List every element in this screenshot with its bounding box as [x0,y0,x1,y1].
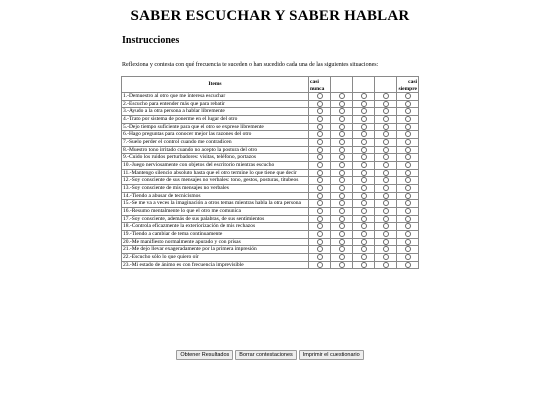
radio-option-4[interactable] [383,193,389,199]
header-empty [353,77,375,93]
option-cell [331,208,353,216]
radio-option-3[interactable] [361,147,367,153]
radio-option-4[interactable] [383,108,389,114]
radio-option-1[interactable] [317,223,323,229]
option-cell [375,146,397,154]
option-cell [331,238,353,246]
option-cell [375,223,397,231]
radio-option-2[interactable] [339,177,345,183]
option-cell [375,254,397,262]
option-cell [331,108,353,116]
option-cell [309,238,331,246]
option-cell [397,246,419,254]
table-row [122,177,419,185]
radio-option-3[interactable] [361,262,367,268]
table-row [122,192,419,200]
radio-option-5[interactable] [405,131,411,137]
table-row [122,200,419,208]
radio-option-4[interactable] [383,116,389,122]
radio-option-2[interactable] [339,231,345,237]
radio-option-2[interactable] [339,101,345,107]
radio-option-4[interactable] [383,170,389,176]
option-cell [397,238,419,246]
option-cell [331,215,353,223]
radio-option-4[interactable] [383,162,389,168]
option-cell [331,169,353,177]
option-cell [397,215,419,223]
radio-option-2[interactable] [339,108,345,114]
radio-option-5[interactable] [405,124,411,130]
radio-option-3[interactable] [361,239,367,245]
item-text: 11.-Mantengo silencio absoluto hasta que el otro termine lo que tiene que decir [122,169,309,177]
radio-option-1[interactable] [317,216,323,222]
option-cell [309,123,331,131]
table-row [122,254,419,262]
table-row [122,261,419,269]
option-cell [309,131,331,139]
radio-option-5[interactable] [405,185,411,191]
table-row [122,139,419,147]
radio-option-3[interactable] [361,93,367,99]
option-cell [353,131,375,139]
radio-option-4[interactable] [383,223,389,229]
option-cell [309,223,331,231]
radio-option-5[interactable] [405,254,411,260]
header-casi-nunca: casi nunca [309,77,331,93]
radio-option-3[interactable] [361,216,367,222]
table-row [122,162,419,170]
radio-option-2[interactable] [339,254,345,260]
clear-answers-button[interactable]: Borrar contestaciones [235,350,297,360]
option-cell [375,131,397,139]
item-text: 13.-Soy consciente de mis mensajes no verbales [122,185,309,193]
radio-option-1[interactable] [317,254,323,260]
radio-option-3[interactable] [361,170,367,176]
option-cell [397,162,419,170]
option-cell [331,200,353,208]
radio-option-2[interactable] [339,216,345,222]
item-text: 7.-Suelo perder el control cuando me contradicen [122,139,309,147]
option-cell [309,254,331,262]
radio-option-2[interactable] [339,193,345,199]
radio-option-4[interactable] [383,177,389,183]
item-text: 4.-Trato por sistema de ponerme en el lugar del otro [122,116,309,124]
radio-option-2[interactable] [339,185,345,191]
radio-option-5[interactable] [405,101,411,107]
option-cell [375,261,397,269]
header-empty [331,77,353,93]
item-text: 14.-Tiendo a abusar de tecnicismos [122,192,309,200]
radio-option-3[interactable] [361,139,367,145]
option-cell [375,139,397,147]
questionnaire-rows [122,93,419,269]
get-results-button[interactable]: Obtener Resultados [176,350,233,360]
option-cell [375,238,397,246]
table-row [122,215,419,223]
radio-option-5[interactable] [405,116,411,122]
radio-option-3[interactable] [361,131,367,137]
table-row [122,154,419,162]
option-cell [331,261,353,269]
radio-option-1[interactable] [317,101,323,107]
radio-option-1[interactable] [317,246,323,252]
option-cell [331,100,353,108]
item-text: 12.-Soy consciente de sus mensajes no verbales: tono, gestos, posturas, titubeos [122,177,309,185]
table-row [122,100,419,108]
radio-option-5[interactable] [405,262,411,268]
radio-option-1[interactable] [317,116,323,122]
radio-option-3[interactable] [361,208,367,214]
item-text: 15.-Se me va a veces la imaginación a otros temas mientras habla la otra persona [122,200,309,208]
radio-option-4[interactable] [383,254,389,260]
option-cell [309,154,331,162]
option-cell [309,261,331,269]
radio-option-4[interactable] [383,246,389,252]
radio-option-1[interactable] [317,131,323,137]
option-cell [397,100,419,108]
item-text: 16.-Resumo mentalmente lo que el otro me comunica [122,208,309,216]
radio-option-2[interactable] [339,170,345,176]
item-text: 9.-Cuido los ruidos perturbadores: visitas, teléfono, portazos [122,154,309,162]
option-cell [375,215,397,223]
option-cell [353,116,375,124]
option-cell [309,146,331,154]
radio-option-1[interactable] [317,170,323,176]
radio-option-4[interactable] [383,147,389,153]
table-row [122,93,419,101]
option-cell [353,100,375,108]
option-cell [375,108,397,116]
option-cell [397,154,419,162]
option-cell [353,254,375,262]
option-cell [397,139,419,147]
item-text: 10.-Juego nerviosamente con objetos del escritorio mientras escucho [122,162,309,170]
option-cell [309,139,331,147]
table-row [122,146,419,154]
option-cell [331,139,353,147]
option-cell [353,215,375,223]
option-cell [331,177,353,185]
radio-option-4[interactable] [383,139,389,145]
item-text: 19.-Tiendo a cambiar de tema continuamente [122,231,309,239]
option-cell [375,192,397,200]
radio-option-4[interactable] [383,124,389,130]
radio-option-5[interactable] [405,246,411,252]
radio-option-3[interactable] [361,254,367,260]
option-cell [397,261,419,269]
radio-option-1[interactable] [317,139,323,145]
radio-option-1[interactable] [317,93,323,99]
radio-option-3[interactable] [361,162,367,168]
print-questionnaire-button[interactable]: Imprimir el cuestionario [299,350,364,360]
radio-option-2[interactable] [339,116,345,122]
option-cell [353,238,375,246]
option-cell [353,261,375,269]
table-row [122,169,419,177]
option-cell [375,169,397,177]
radio-option-1[interactable] [317,231,323,237]
item-text: 2.-Escucho para entender más que para rebatir [122,100,309,108]
option-cell [397,185,419,193]
option-cell [331,116,353,124]
option-cell [309,100,331,108]
radio-option-2[interactable] [339,139,345,145]
item-text: 5.-Dejo tiempo suficiente para que el otro se exprese libremente [122,123,309,131]
radio-option-5[interactable] [405,177,411,183]
radio-option-1[interactable] [317,124,323,130]
table-row [122,185,419,193]
item-text: 17.-Soy consciente, además de sus palabras, de sus sentimientos [122,215,309,223]
radio-option-1[interactable] [317,162,323,168]
option-cell [309,192,331,200]
table-row [122,246,419,254]
option-cell [331,231,353,239]
radio-option-5[interactable] [405,216,411,222]
radio-option-4[interactable] [383,239,389,245]
table-row [122,208,419,216]
option-cell [331,192,353,200]
option-cell [331,131,353,139]
radio-option-5[interactable] [405,108,411,114]
option-cell [309,200,331,208]
radio-option-4[interactable] [383,200,389,206]
item-text: 1.-Demuestro al otro que me interesa escuchar [122,93,309,101]
option-cell [309,177,331,185]
radio-option-4[interactable] [383,131,389,137]
radio-option-2[interactable] [339,131,345,137]
radio-option-2[interactable] [339,262,345,268]
radio-option-3[interactable] [361,185,367,191]
option-cell [397,200,419,208]
questionnaire-table [121,76,419,269]
radio-option-4[interactable] [383,216,389,222]
button-bar [0,350,540,360]
radio-option-1[interactable] [317,239,323,245]
radio-option-5[interactable] [405,239,411,245]
radio-option-3[interactable] [361,101,367,107]
radio-option-1[interactable] [317,177,323,183]
radio-option-1[interactable] [317,147,323,153]
radio-option-2[interactable] [339,147,345,153]
radio-option-1[interactable] [317,185,323,191]
radio-option-5[interactable] [405,154,411,160]
radio-option-2[interactable] [339,93,345,99]
option-cell [353,200,375,208]
option-cell [353,123,375,131]
radio-option-3[interactable] [361,177,367,183]
option-cell [397,123,419,131]
option-cell [331,93,353,101]
item-text: 21.-Me dejo llevar exageradamente por la primera impresión [122,246,309,254]
radio-option-5[interactable] [405,200,411,206]
radio-option-2[interactable] [339,162,345,168]
radio-option-5[interactable] [405,223,411,229]
option-cell [309,246,331,254]
radio-option-2[interactable] [339,124,345,130]
item-text: 8.-Muestro tono irritado cuando no acepto la postura del otro [122,146,309,154]
item-text: 22.-Escucho sólo lo que quiero oír [122,254,309,262]
option-cell [375,100,397,108]
radio-option-1[interactable] [317,108,323,114]
radio-option-5[interactable] [405,208,411,214]
header-empty [375,77,397,93]
radio-option-3[interactable] [361,108,367,114]
radio-option-1[interactable] [317,200,323,206]
option-cell [375,231,397,239]
radio-option-4[interactable] [383,93,389,99]
option-cell [331,254,353,262]
radio-option-1[interactable] [317,154,323,160]
item-text: 18.-Controla eficazmente la exteriorización de mis rechazos [122,223,309,231]
option-cell [353,231,375,239]
option-cell [397,108,419,116]
table-row [122,231,419,239]
item-text: 20.-Me manifiesto normalmente apurado y con prisas [122,238,309,246]
option-cell [331,246,353,254]
radio-option-5[interactable] [405,162,411,168]
radio-option-4[interactable] [383,154,389,160]
page-title: SABER ESCUCHAR Y SABER HABLAR [130,8,410,24]
radio-option-4[interactable] [383,231,389,237]
option-cell [309,93,331,101]
option-cell [353,177,375,185]
table-row [122,223,419,231]
option-cell [309,185,331,193]
table-row [122,131,419,139]
option-cell [331,146,353,154]
radio-option-5[interactable] [405,93,411,99]
option-cell [397,231,419,239]
option-cell [309,169,331,177]
option-cell [353,139,375,147]
item-text: 3.-Ayudo a la otra persona a hablar libremente [122,108,309,116]
option-cell [309,231,331,239]
option-cell [397,146,419,154]
radio-option-4[interactable] [383,208,389,214]
radio-option-1[interactable] [317,262,323,268]
intro-text: Reflexiona y contesta con qué frecuencia te suceden o han sucedido cada una de las siguientes situaciones: [122,62,379,68]
table-row [122,123,419,131]
radio-option-2[interactable] [339,154,345,160]
option-cell [331,154,353,162]
radio-option-4[interactable] [383,185,389,191]
option-cell [375,93,397,101]
option-cell [353,192,375,200]
radio-option-2[interactable] [339,223,345,229]
option-cell [331,162,353,170]
option-cell [397,131,419,139]
option-cell [353,223,375,231]
option-cell [397,208,419,216]
option-cell [353,162,375,170]
option-cell [353,246,375,254]
radio-option-3[interactable] [361,124,367,130]
radio-option-3[interactable] [361,116,367,122]
option-cell [397,169,419,177]
option-cell [309,116,331,124]
option-cell [353,154,375,162]
radio-option-2[interactable] [339,246,345,252]
section-title: Instrucciones [122,35,180,46]
radio-option-5[interactable] [405,231,411,237]
option-cell [397,192,419,200]
option-cell [375,200,397,208]
radio-option-5[interactable] [405,147,411,153]
radio-option-3[interactable] [361,246,367,252]
option-cell [375,185,397,193]
option-cell [375,208,397,216]
radio-option-4[interactable] [383,101,389,107]
option-cell [309,162,331,170]
option-cell [353,146,375,154]
radio-option-4[interactable] [383,262,389,268]
option-cell [331,123,353,131]
table-header-row [122,77,419,93]
option-cell [375,123,397,131]
radio-option-3[interactable] [361,193,367,199]
radio-option-3[interactable] [361,223,367,229]
radio-option-5[interactable] [405,170,411,176]
option-cell [397,177,419,185]
option-cell [375,116,397,124]
item-text: 23.-Mi estado de ánimo es con frecuencia imprevisible [122,261,309,269]
option-cell [353,108,375,116]
item-text: 6.-Hago preguntas para conocer mejor las razones del otro [122,131,309,139]
table-row [122,238,419,246]
option-cell [375,154,397,162]
radio-option-1[interactable] [317,208,323,214]
option-cell [353,185,375,193]
option-cell [375,177,397,185]
radio-option-3[interactable] [361,154,367,160]
radio-option-2[interactable] [339,239,345,245]
option-cell [309,108,331,116]
option-cell [397,223,419,231]
option-cell [353,93,375,101]
radio-option-1[interactable] [317,193,323,199]
radio-option-2[interactable] [339,208,345,214]
option-cell [375,246,397,254]
option-cell [353,169,375,177]
radio-option-5[interactable] [405,193,411,199]
table-row [122,116,419,124]
option-cell [331,185,353,193]
option-cell [309,208,331,216]
option-cell [397,116,419,124]
option-cell [331,223,353,231]
option-cell [309,215,331,223]
radio-option-3[interactable] [361,200,367,206]
radio-option-3[interactable] [361,231,367,237]
option-cell [397,254,419,262]
header-casi-siempre: casi siempre [397,77,419,93]
option-cell [353,208,375,216]
radio-option-2[interactable] [339,200,345,206]
option-cell [397,93,419,101]
option-cell [375,162,397,170]
header-items: Items [122,77,309,93]
table-row [122,108,419,116]
radio-option-5[interactable] [405,139,411,145]
